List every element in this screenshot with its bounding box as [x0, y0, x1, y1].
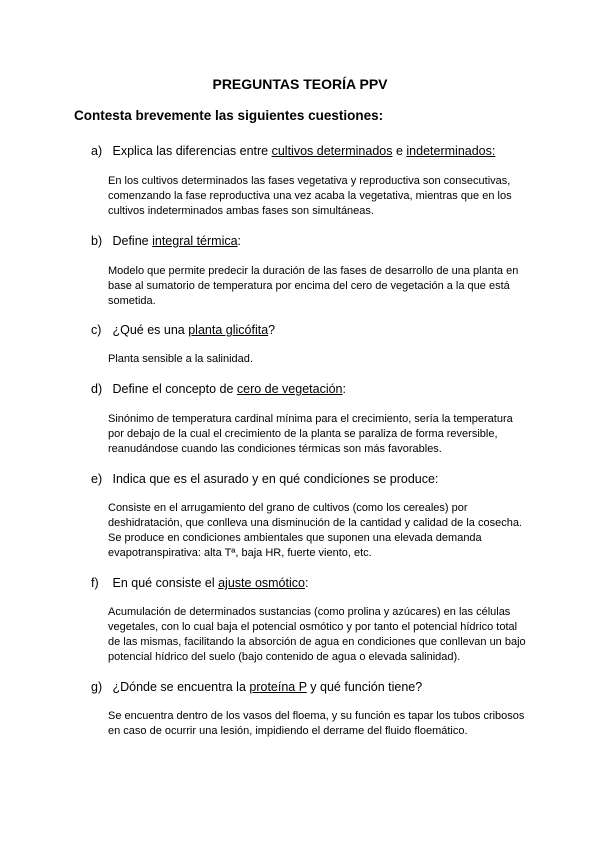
- question-letter: f): [91, 576, 99, 590]
- question-letter: a): [91, 144, 103, 158]
- answer-f: Acumulación de determinados sustancias (como prolina y azúcares) en las células vegetales, con lo cual baja el potencial osmótico y por tanto el potencial hídrico total de las mismas, facilitando la absorción de agua en condiciones que conllevan un bajo potencial hídrico del suelo (bajo contenido de agua o elevada salinidad).: [108, 606, 526, 663]
- answer-c: Planta sensible a la salinidad.: [108, 353, 253, 365]
- question-text: :: [304, 576, 309, 590]
- question-letter: c): [91, 323, 102, 337]
- underlined-term: proteína P: [249, 680, 307, 694]
- underlined-term: ajuste osmótico: [218, 576, 305, 590]
- question-b: [91, 233, 241, 249]
- question-a: [91, 143, 495, 159]
- question-letter: e): [91, 472, 103, 486]
- question-d: [91, 381, 346, 397]
- question-text: ?: [268, 323, 276, 337]
- question-e: [91, 471, 438, 487]
- question-text: :: [342, 382, 346, 396]
- question-c: [91, 322, 275, 338]
- underlined-term: cero de vegetación: [236, 382, 343, 396]
- answer-d: Sinónimo de temperatura cardinal mínima para el crecimiento, sería la temperatura por debajo de la cual el crecimiento de la planta se paraliza de forma reversible, reanudándose cuando las condiciones térmicas son más favorables.: [108, 413, 513, 455]
- question-text: ¿Qué es una: [112, 323, 189, 337]
- question-text: :: [237, 234, 242, 248]
- question-text: Explica las diferencias entre: [112, 144, 272, 158]
- question-text: ¿Dónde se encuentra la: [112, 680, 250, 694]
- question-text: e: [392, 144, 407, 158]
- underlined-term: planta glicófita: [188, 323, 269, 337]
- question-g: [91, 679, 422, 695]
- instructions-heading: Contesta brevemente las siguientes cuestiones:: [74, 108, 384, 123]
- underlined-term: indeterminados:: [406, 144, 496, 158]
- page-title: PREGUNTAS TEORÍA PPV: [212, 76, 388, 92]
- answer-a: En los cultivos determinados las fases vegetativa y reproductiva son consecutivas, comenzando la fase reproductiva una vez acaba la vegetativa, mientras que en los cultivos indeterminados ambas fases son simultáneas.: [108, 175, 512, 217]
- question-letter: g): [91, 680, 103, 694]
- question-letter: b): [91, 234, 103, 248]
- question-text: Define: [112, 234, 153, 248]
- underlined-term: cultivos determinados: [271, 144, 393, 158]
- answer-e: Consiste en el arrugamiento del grano de cultivos (como los cereales) por deshidratación, que conlleva una disminución de la cantidad y calidad de la cosecha. Se produce en condiciones ambientales que suponen una elevada demanda evapotranspirativa: alta Tª, baja HR, fuerte viento, etc.: [108, 502, 522, 559]
- question-text: Indica que es el asurado y en qué condiciones se produce:: [112, 472, 439, 486]
- question-text: Define el concepto de: [112, 382, 237, 396]
- answer-b: Modelo que permite predecir la duración de las fases de desarrollo de una planta en base al sumatorio de temperatura por encima del cero de vegetación a la que está sometida.: [108, 265, 519, 307]
- underlined-term: integral térmica: [152, 234, 238, 248]
- answer-g: Se encuentra dentro de los vasos del floema, y su función es tapar los tubos cribosos en caso de ocurrir una lesión, impidiendo el derrame del fluido floemático.: [108, 710, 525, 737]
- question-text: En qué consiste el: [112, 576, 219, 590]
- question-text: y qué función tiene?: [306, 680, 423, 694]
- question-f: [91, 575, 308, 591]
- question-letter: d): [91, 382, 103, 396]
